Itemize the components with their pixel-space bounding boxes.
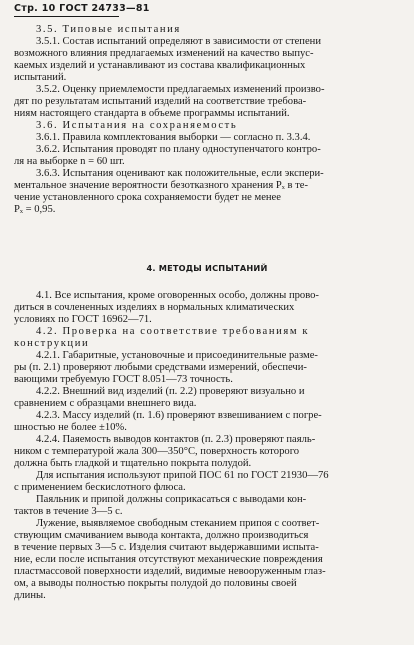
text-line: ментальное значение вероятности безотказного хранения Pₓ в те- bbox=[14, 180, 308, 191]
text-line: Для испытания используют припой ПОС 61 по ГОСТ 21930—76 bbox=[36, 470, 329, 481]
text-line: 3.5. Типовые испытания bbox=[36, 24, 181, 35]
text-line: длины. bbox=[14, 590, 46, 601]
text-line: ствующим смачиванием вывода контакта, должно производиться bbox=[14, 530, 309, 541]
text-line: 4.2. Проверка на соответствие требованиям к bbox=[36, 326, 310, 337]
text-line: возможного влияния предлагаемых изменений на качество выпус- bbox=[14, 48, 314, 59]
header-rule bbox=[14, 16, 119, 17]
page-header bbox=[14, 3, 150, 14]
text-line: 3.6.2. Испытания проводят по плану одноступенчатого контро- bbox=[36, 144, 321, 155]
text-line: ры (п. 2.1) проверяют любыми средствами измерений, обеспечи- bbox=[14, 362, 307, 373]
text-line: 3.5.2. Оценку приемлемости предлагаемых изменений произво- bbox=[36, 84, 325, 95]
text-line: с применением бескислотного флюса. bbox=[14, 482, 186, 493]
text-line: 4.1. Все испытания, кроме оговоренных особо, должны прово- bbox=[36, 290, 319, 301]
text-line: тактов в течение 3—5 с. bbox=[14, 506, 123, 517]
text-line: вающими требуемую ГОСТ 8.051—73 точность. bbox=[14, 374, 233, 385]
text-line: испытаний. bbox=[14, 72, 67, 83]
text-line: 3.6. Испытания на сохраняемость bbox=[36, 120, 238, 131]
text-line: 3.5.1. Состав испытаний определяют в зависимости от степени bbox=[36, 36, 322, 47]
text-line: диться в сочлененных изделиях в нормальных климатических bbox=[14, 302, 295, 313]
page-label: Стр. 10 ГОСТ 24733—81 bbox=[14, 3, 150, 14]
text-line: ля на выборке n = 60 шт. bbox=[14, 156, 125, 167]
text-line: дят по результатам испытаний изделий на соответствие требова- bbox=[14, 96, 307, 107]
text-line: чение установленного срока сохраняемости будет не менее bbox=[14, 192, 281, 203]
section-3-text bbox=[14, 24, 386, 216]
text-line: шностью не более ±10%. bbox=[14, 422, 127, 433]
text-line: 3.6.1. Правила комплектования выборки — согласно п. 3.3.4. bbox=[36, 132, 311, 143]
text-line: пластмассовой поверхности изделий, видимые невооруженным глаз- bbox=[14, 566, 326, 577]
text-line: ом, а выводы полностью покрыты полудой до половины своей bbox=[14, 578, 297, 589]
text-line: Pₓ = 0,95. bbox=[14, 204, 56, 215]
text-line: 4.2.2. Внешний вид изделий (п. 2.2) проверяют визуально и bbox=[36, 386, 305, 397]
text-line: в течение первых 3—5 с. Изделия считают выдержавшими испыта- bbox=[14, 542, 319, 553]
text-line: 3.6.3. Испытания оценивают как положительные, если экспери- bbox=[36, 168, 324, 179]
text-line: Лужение, выявляемое свободным стеканием припоя с соответ- bbox=[36, 518, 320, 529]
text-line: условиях по ГОСТ 16962—71. bbox=[14, 314, 152, 325]
section-4-text bbox=[14, 290, 386, 602]
text-line: каемых изделий и устанавливают из состава квалификационных bbox=[14, 60, 306, 71]
text-line: должна быть гладкой и тщательно покрыта полудой. bbox=[14, 458, 252, 469]
text-line: 4.2.3. Массу изделий (п. 1.6) проверяют взвешиванием с погре- bbox=[36, 410, 322, 421]
text-line: сравнением с образцами внешнего вида. bbox=[14, 398, 197, 409]
text-line: 4.2.4. Паяемость выводов контактов (п. 2.3) проверяют паяль- bbox=[36, 434, 316, 445]
text-line: конструкции bbox=[14, 338, 90, 349]
section-4-heading: 4. МЕТОДЫ ИСПЫТАНИЙ bbox=[146, 263, 268, 273]
text-line: Паяльник и припой должны соприкасаться с выводами кон- bbox=[36, 494, 307, 505]
text-line: ниям настоящего стандарта в объеме программы испытаний. bbox=[14, 108, 290, 119]
text-line: ние, если после испытания отсутствуют механические повреждения bbox=[14, 554, 323, 565]
text-line: ником с температурой жала 300—350°С, поверхность которого bbox=[14, 446, 300, 457]
text-line: 4.2.1. Габаритные, установочные и присоединительные разме- bbox=[36, 350, 318, 361]
